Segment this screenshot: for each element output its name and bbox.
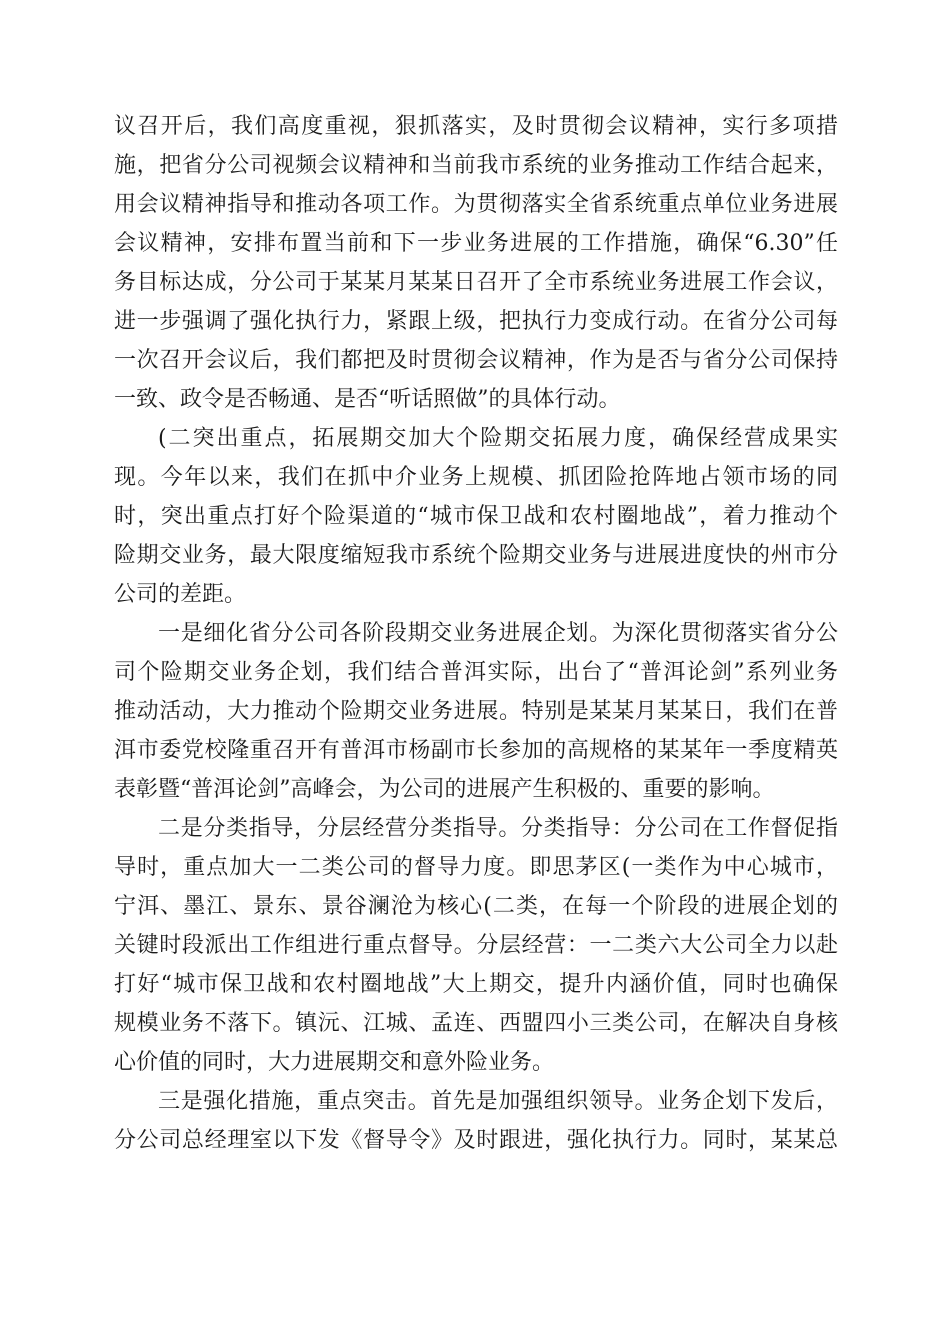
paragraph-point-two (114, 809, 838, 1082)
text-line: 险期交业务，最大限度缩短我市系统个险期交业务与进展进度快的州市分 (114, 543, 838, 568)
text-line: 务目标达成，分公司于某某月某某日召开了全市系统业务进展工作会议， (114, 270, 838, 295)
text-line: 洱市委党校隆重召开有普洱市杨副市长参加的高规格的某某年一季度精英 (114, 738, 838, 763)
text-line: 一致、政令是否畅通、是否“听话照做”的具体行动。 (114, 387, 621, 412)
paragraph-focus-expansion (114, 419, 838, 614)
text-line: 司个险期交业务企划，我们结合普洱实际，出台了“普洱论剑”系列业务 (114, 660, 838, 685)
text-line: 宁洱、墨江、景东、景谷澜沧为核心(二类，在每一个阶段的进展企划的 (114, 894, 838, 919)
text-line: 规模业务不落下。镇沅、江城、孟连、西盟四小三类公司，在解决自身核 (114, 1011, 838, 1036)
text-line: 施，把省分公司视频会议精神和当前我市系统的业务推动工作结合起来， (114, 153, 838, 178)
text-line: 会议精神，安排布置当前和下一步业务进展的工作措施，确保“6.30”任 (114, 231, 838, 256)
text-line: 表彰暨“普洱论剑”高峰会，为公司的进展产生积极的、重要的影响。 (114, 777, 775, 802)
text-line: 公司的差距。 (114, 582, 247, 607)
text-line: 现。今年以来，我们在抓中介业务上规模、抓团险抢阵地占领市场的同 (114, 465, 838, 490)
text-line: 打好“城市保卫战和农村圈地战”大上期交，提升内涵价值，同时也确保 (114, 972, 838, 997)
text-line: 二是分类指导，分层经营分类指导。分类指导：分公司在工作督促指 (158, 816, 838, 841)
text-line: 心价值的同时，大力进展期交和意外险业务。 (114, 1050, 555, 1075)
text-line: 三是强化措施，重点突击。首先是加强组织领导。业务企划下发后， (158, 1089, 838, 1114)
paragraph-meeting-implementation (114, 107, 838, 419)
text-line: 一次召开会议后，我们都把及时贯彻会议精神，作为是否与省分公司保持 (114, 348, 838, 373)
text-line: 用会议精神指导和推动各项工作。为贯彻落实全省系统重点单位业务进展 (114, 192, 838, 217)
text-line: 推动活动，大力推动个险期交业务进展。特别是某某月某某日，我们在普 (114, 699, 838, 724)
text-line: 关键时段派出工作组进行重点督导。分层经营：一二类六大公司全力以赴 (114, 933, 838, 958)
text-line: 导时，重点加大一二类公司的督导力度。即思茅区(一类作为中心城市， (114, 855, 838, 880)
text-line: 一是细化省分公司各阶段期交业务进展企划。为深化贯彻落实省分公 (158, 621, 838, 646)
text-line: 时，突出重点打好个险渠道的“城市保卫战和农村圈地战”，着力推动个 (114, 504, 838, 529)
text-line: 进一步强调了强化执行力，紧跟上级，把执行力变成行动。在省分公司每 (114, 309, 838, 334)
paragraph-point-one (114, 614, 838, 809)
paragraph-point-three (114, 1082, 838, 1160)
text-line: (二突出重点，拓展期交加大个险期交拓展力度，确保经营成果实 (158, 426, 838, 451)
text-line: 分公司总经理室以下发《督导令》及时跟进，强化执行力。同时，某某总 (114, 1128, 838, 1153)
text-line: 议召开后，我们高度重视，狠抓落实，及时贯彻会议精神，实行多项措 (114, 114, 838, 139)
